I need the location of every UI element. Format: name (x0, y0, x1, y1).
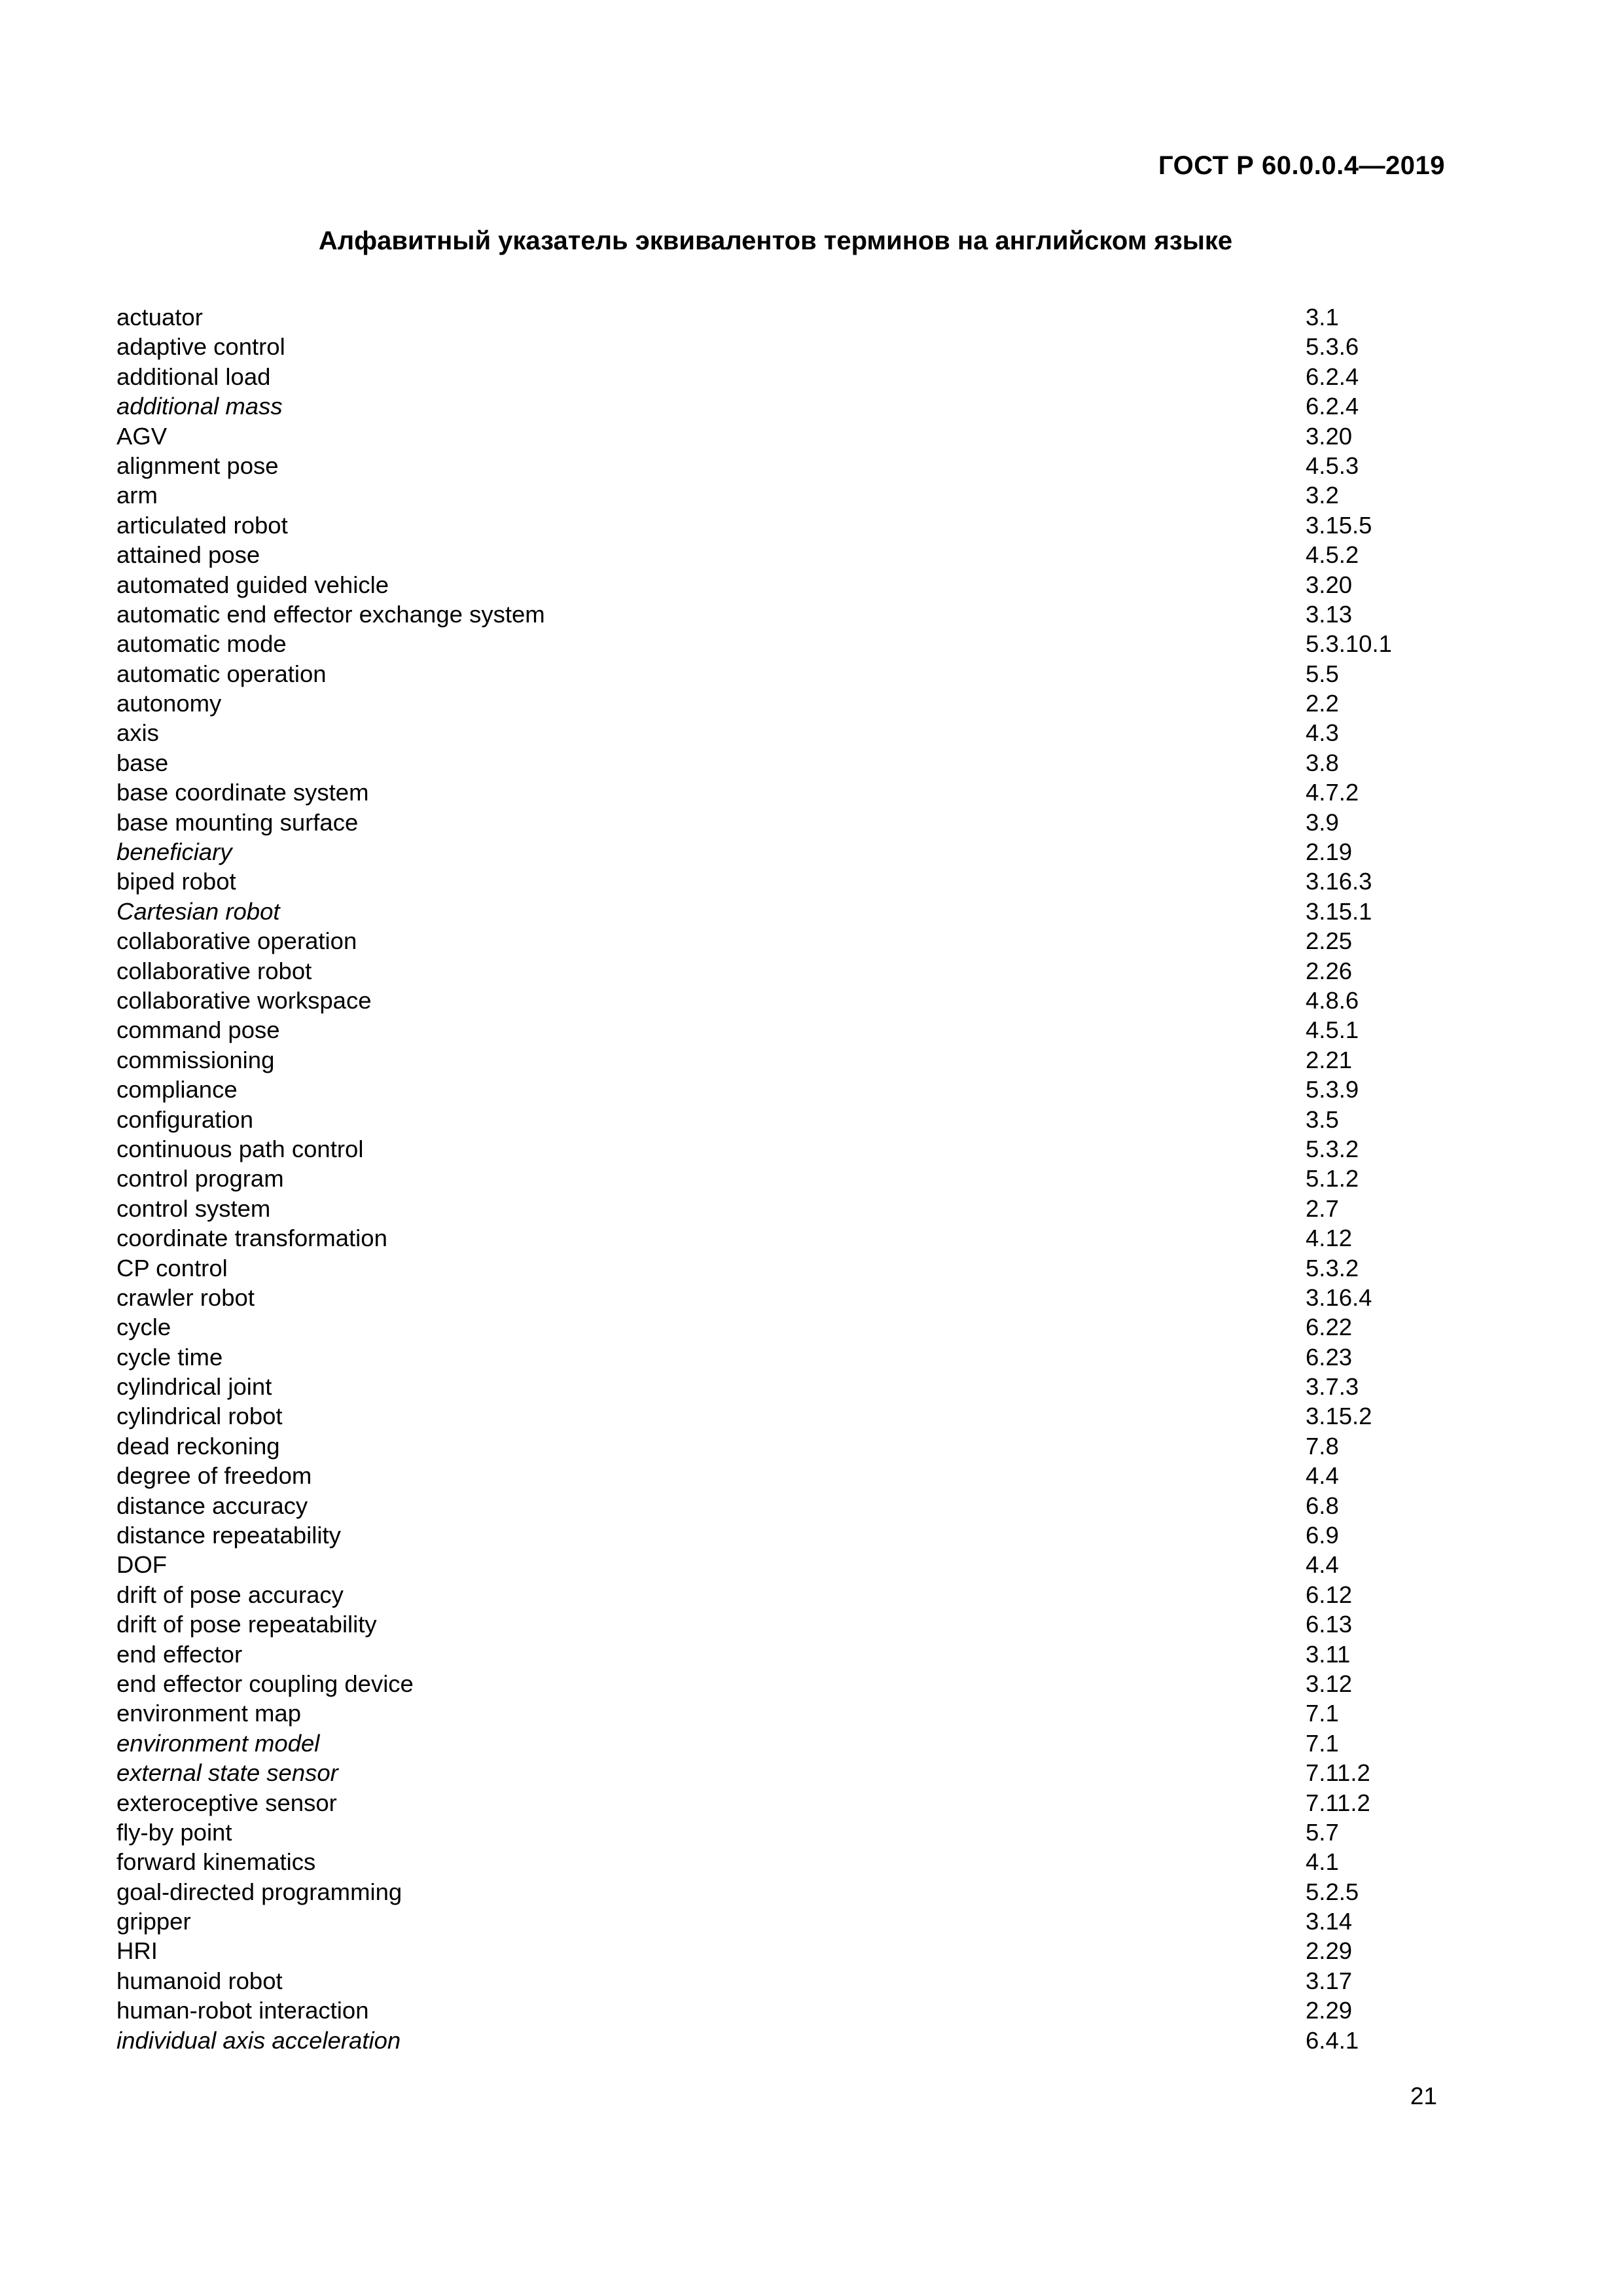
index-reference: 7.11.2 (1306, 1789, 1370, 1816)
index-entry (116, 629, 1425, 658)
index-entry (116, 1818, 1425, 1847)
index-term: CP control (116, 1254, 228, 1282)
index-term: crawler robot (116, 1283, 255, 1311)
index-term: configuration (116, 1105, 254, 1133)
index-term: control program (116, 1165, 284, 1193)
index-entry (116, 1966, 1425, 1996)
index-term: additional mass (116, 393, 283, 420)
index-entry (116, 1164, 1425, 1193)
index-entry (116, 391, 1425, 421)
index-term: actuator (116, 304, 203, 331)
index-term: control system (116, 1194, 271, 1222)
index-term: end effector (116, 1640, 243, 1668)
index-term: goal-directed programming (116, 1878, 402, 1905)
index-term: drift of pose repeatability (116, 1611, 377, 1638)
index-reference: 3.9 (1306, 808, 1339, 836)
index-reference: 5.2.5 (1306, 1878, 1359, 1905)
index-entry (116, 837, 1425, 867)
index-term: base mounting surface (116, 808, 359, 836)
index-entry (116, 1194, 1425, 1223)
index-term: degree of freedom (116, 1462, 312, 1490)
index-entry (116, 1907, 1425, 1936)
index-entry (116, 778, 1425, 807)
index-entry (116, 332, 1425, 361)
index-reference: 4.12 (1306, 1225, 1353, 1252)
index-entry (116, 1729, 1425, 1758)
index-reference: 3.7.3 (1306, 1373, 1359, 1401)
index-term: additional load (116, 363, 271, 390)
index-reference: 4.5.3 (1306, 452, 1359, 479)
index-entry (116, 1491, 1425, 1520)
index-term: collaborative workspace (116, 986, 372, 1014)
index-reference: 5.3.10.1 (1306, 630, 1392, 658)
index-reference: 4.4 (1306, 1462, 1339, 1490)
index-term: base coordinate system (116, 779, 369, 806)
index-reference: 2.21 (1306, 1046, 1353, 1073)
index-entry (116, 1045, 1425, 1075)
index-term: attained pose (116, 541, 260, 569)
index-term: automatic end effector exchange system (116, 600, 545, 628)
index-entry (116, 422, 1425, 451)
index-term: automatic mode (116, 630, 287, 658)
index-term: biped robot (116, 868, 236, 895)
index-term: collaborative robot (116, 957, 312, 984)
index-reference: 3.13 (1306, 600, 1353, 628)
index-term: continuous path control (116, 1135, 364, 1162)
index-term: cycle (116, 1314, 171, 1341)
index-entry (116, 1936, 1425, 1965)
index-term: coordinate transformation (116, 1225, 387, 1252)
index-term: distance accuracy (116, 1492, 308, 1519)
index-term: autonomy (116, 690, 222, 717)
index-term: dead reckoning (116, 1432, 280, 1460)
index-entry (116, 718, 1425, 747)
index-entry (116, 1134, 1425, 1164)
index-entry (116, 1223, 1425, 1253)
index-reference: 4.5.2 (1306, 541, 1359, 569)
index-entry (116, 1996, 1425, 2025)
index-reference: 3.1 (1306, 304, 1339, 331)
index-term: exteroceptive sensor (116, 1789, 337, 1816)
index-entry (116, 897, 1425, 926)
index-entry (116, 1640, 1425, 1669)
index-entry (116, 808, 1425, 837)
index-reference: 3.20 (1306, 422, 1353, 450)
index-entry (116, 1342, 1425, 1372)
page-number: 21 (1410, 2083, 1437, 2109)
term-index-list (116, 302, 1425, 2055)
index-term: commissioning (116, 1046, 275, 1073)
index-reference: 4.7.2 (1306, 779, 1359, 806)
index-entry (116, 1431, 1425, 1461)
index-term: alignment pose (116, 452, 279, 479)
index-entry (116, 748, 1425, 778)
index-entry (116, 2026, 1425, 2055)
index-entry (116, 1669, 1425, 1698)
index-entry (116, 1075, 1425, 1104)
index-term: end effector coupling device (116, 1670, 414, 1697)
index-reference: 3.14 (1306, 1908, 1353, 1935)
index-reference: 6.12 (1306, 1581, 1353, 1608)
index-reference: 6.23 (1306, 1343, 1353, 1371)
index-reference: 6.13 (1306, 1611, 1353, 1638)
index-reference: 5.3.6 (1306, 333, 1359, 361)
index-entry (116, 659, 1425, 689)
index-entry (116, 1015, 1425, 1045)
index-reference: 2.2 (1306, 690, 1339, 717)
index-term: automatic operation (116, 660, 327, 687)
index-reference: 2.25 (1306, 927, 1353, 955)
index-entry (116, 1877, 1425, 1907)
index-entry (116, 451, 1425, 480)
index-entry (116, 1461, 1425, 1490)
index-term: human-robot interaction (116, 1997, 369, 2024)
page-title: Алфавитный указатель эквивалентов терминов на английском языке (318, 226, 1233, 255)
index-entry (116, 362, 1425, 391)
index-term: gripper (116, 1908, 191, 1935)
index-reference: 7.8 (1306, 1432, 1339, 1460)
index-term: humanoid robot (116, 1967, 283, 1994)
index-entry (116, 986, 1425, 1015)
index-entry (116, 1580, 1425, 1609)
index-entry (116, 1401, 1425, 1431)
index-term: base (116, 749, 169, 776)
index-reference: 6.22 (1306, 1314, 1353, 1341)
index-term: axis (116, 719, 159, 747)
index-reference: 6.2.4 (1306, 363, 1359, 390)
index-term: HRI (116, 1937, 158, 1965)
index-entry (116, 1372, 1425, 1401)
index-reference: 6.2.4 (1306, 393, 1359, 420)
index-reference: 6.4.1 (1306, 2026, 1359, 2054)
index-term: beneficiary (116, 838, 232, 866)
index-entry (116, 1698, 1425, 1728)
index-term: environment map (116, 1700, 302, 1727)
index-reference: 5.5 (1306, 660, 1339, 687)
index-term: DOF (116, 1551, 168, 1579)
index-entry (116, 1758, 1425, 1787)
document-code: ГОСТ Р 60.0.0.4—2019 (1158, 151, 1445, 180)
index-entry (116, 867, 1425, 896)
index-entry (116, 1312, 1425, 1342)
index-entry (116, 956, 1425, 986)
index-term: cylindrical robot (116, 1403, 283, 1430)
index-term: external state sensor (116, 1759, 338, 1787)
index-reference: 4.5.1 (1306, 1016, 1359, 1044)
index-reference: 5.3.2 (1306, 1135, 1359, 1162)
index-reference: 3.15.2 (1306, 1403, 1372, 1430)
index-reference: 4.3 (1306, 719, 1339, 747)
index-reference: 3.15.5 (1306, 511, 1372, 539)
index-term: fly-by point (116, 1818, 232, 1846)
index-entry (116, 540, 1425, 569)
index-term: drift of pose accuracy (116, 1581, 344, 1608)
index-entry (116, 302, 1425, 332)
index-reference: 3.5 (1306, 1105, 1339, 1133)
index-entry (116, 480, 1425, 510)
index-reference: 5.1.2 (1306, 1165, 1359, 1193)
index-reference: 2.29 (1306, 1937, 1353, 1965)
index-entry (116, 1253, 1425, 1283)
index-reference: 2.29 (1306, 1997, 1353, 2024)
index-reference: 5.7 (1306, 1818, 1339, 1846)
index-reference: 6.9 (1306, 1522, 1339, 1549)
index-reference: 3.16.3 (1306, 868, 1372, 895)
index-reference: 2.19 (1306, 838, 1353, 866)
index-term: arm (116, 482, 158, 509)
index-term: distance repeatability (116, 1522, 341, 1549)
index-entry (116, 600, 1425, 629)
index-reference: 5.3.2 (1306, 1254, 1359, 1282)
index-reference: 3.15.1 (1306, 897, 1372, 925)
index-term: individual axis acceleration (116, 2026, 401, 2054)
index-reference: 4.4 (1306, 1551, 1339, 1579)
index-reference: 7.1 (1306, 1729, 1339, 1757)
index-entry (116, 1609, 1425, 1639)
index-entry (116, 1847, 1425, 1876)
index-reference: 3.17 (1306, 1967, 1353, 1994)
index-entry (116, 1105, 1425, 1134)
index-reference: 5.3.9 (1306, 1076, 1359, 1103)
index-term: compliance (116, 1076, 238, 1103)
index-term: Cartesian robot (116, 897, 280, 925)
index-term: forward kinematics (116, 1848, 316, 1876)
index-entry (116, 511, 1425, 540)
index-term: collaborative operation (116, 927, 357, 955)
index-reference: 3.20 (1306, 571, 1353, 598)
index-entry (116, 1520, 1425, 1550)
index-entry (116, 1788, 1425, 1818)
index-reference: 3.11 (1306, 1640, 1351, 1668)
index-term: cycle time (116, 1343, 223, 1371)
index-reference: 2.7 (1306, 1194, 1339, 1222)
index-term: articulated robot (116, 511, 288, 539)
index-entry (116, 1550, 1425, 1579)
index-term: cylindrical joint (116, 1373, 272, 1401)
index-term: adaptive control (116, 333, 285, 361)
index-term: automated guided vehicle (116, 571, 389, 598)
index-reference: 7.1 (1306, 1700, 1339, 1727)
index-reference: 2.26 (1306, 957, 1353, 984)
index-reference: 4.1 (1306, 1848, 1339, 1876)
index-term: command pose (116, 1016, 280, 1044)
index-entry (116, 926, 1425, 956)
index-reference: 6.8 (1306, 1492, 1339, 1519)
index-reference: 3.12 (1306, 1670, 1353, 1697)
index-reference: 7.11.2 (1306, 1759, 1370, 1787)
index-term: environment model (116, 1729, 320, 1757)
index-reference: 3.8 (1306, 749, 1339, 776)
index-entry (116, 570, 1425, 600)
index-entry (116, 689, 1425, 718)
index-reference: 3.2 (1306, 482, 1339, 509)
index-entry (116, 1283, 1425, 1312)
index-reference: 3.16.4 (1306, 1283, 1372, 1311)
index-reference: 4.8.6 (1306, 986, 1359, 1014)
index-term: AGV (116, 422, 168, 450)
